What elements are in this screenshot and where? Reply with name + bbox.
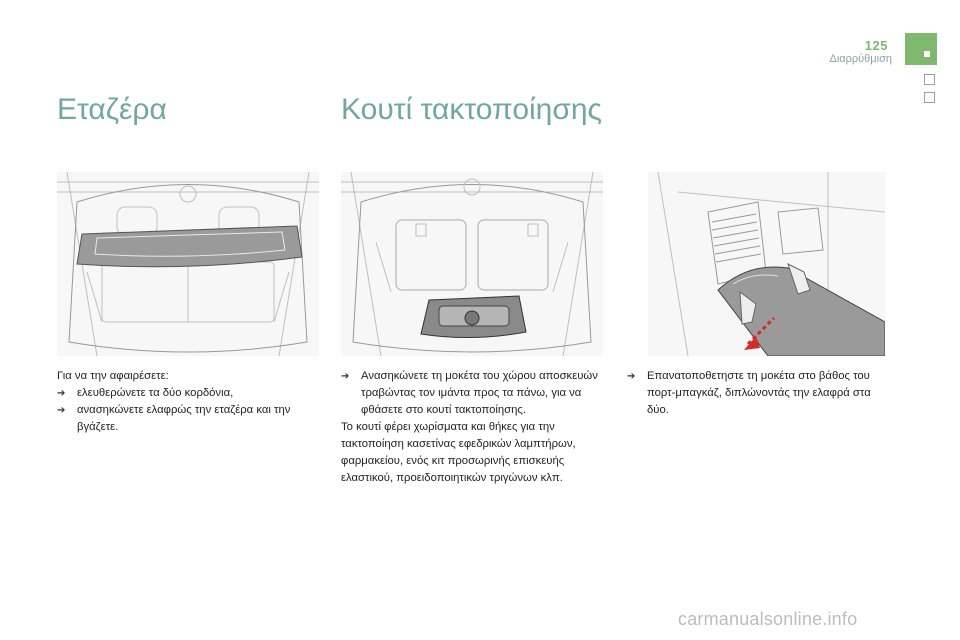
carpet-step-1-text: Επανατοποθετηστε τη μοκέτα στο βάθος του πορτ-μπαγκάζ, διπλώνοντάς την ελαφρά στα δύο.	[647, 370, 871, 416]
arrow-icon: ➔	[341, 371, 350, 382]
arrow-icon: ➔	[627, 371, 636, 382]
arrow-icon: ➔	[57, 405, 66, 416]
storage-box-illustration	[341, 172, 603, 356]
storage-step-1	[341, 368, 606, 419]
storage-box-title: Κουτί τακτοποίησης	[341, 93, 603, 126]
shelf-instructions	[57, 368, 319, 436]
section-name: Διαρρύθμιση	[829, 53, 892, 65]
storage-box-instructions	[341, 368, 606, 487]
page-number: 125	[864, 38, 888, 53]
carpet-repositioning-illustration	[648, 172, 885, 356]
shelf-step-1-text: ελευθερώνετε τα δύο κορδόνια,	[77, 387, 234, 399]
shelf-title: Εταζέρα	[57, 93, 167, 126]
shelf-intro: Για να την αφαιρέσετε:	[57, 370, 169, 382]
shelf-step-1	[57, 385, 319, 402]
watermark: carmanualsonline.info	[678, 609, 858, 629]
shelf-step-2	[57, 402, 319, 436]
shelf-step-2-text: ανασηκώνετε ελαφρώς την εταζέρα και την βγάζετε.	[77, 404, 291, 433]
parcel-shelf-illustration	[57, 172, 319, 356]
arrow-icon: ➔	[57, 388, 66, 399]
carpet-instructions	[627, 368, 882, 419]
carpet-step-1	[627, 368, 882, 419]
chapter-tab-1[interactable]	[924, 74, 935, 85]
chapter-tab-active[interactable]	[905, 33, 937, 65]
tab-dot	[924, 51, 930, 57]
storage-box-description: Το κουτί φέρει χωρίσματα και θήκες για την τακτοποίηση κασετίνας εφεδρικών λαμπτήρων, φαρμακείου, ενός κιτ προσωρινής επισκευής ελαστικού, προειδοποιητικών τριγώνων κλπ.	[341, 421, 576, 484]
chapter-tab-2[interactable]	[924, 92, 935, 103]
storage-step-1-text: Ανασηκώνετε τη μοκέτα του χώρου αποσκευών τραβώντας τον ιμάντα προς τα πάνω, για να φθάσετε στο κουτί τακτοποίησης.	[361, 370, 598, 416]
